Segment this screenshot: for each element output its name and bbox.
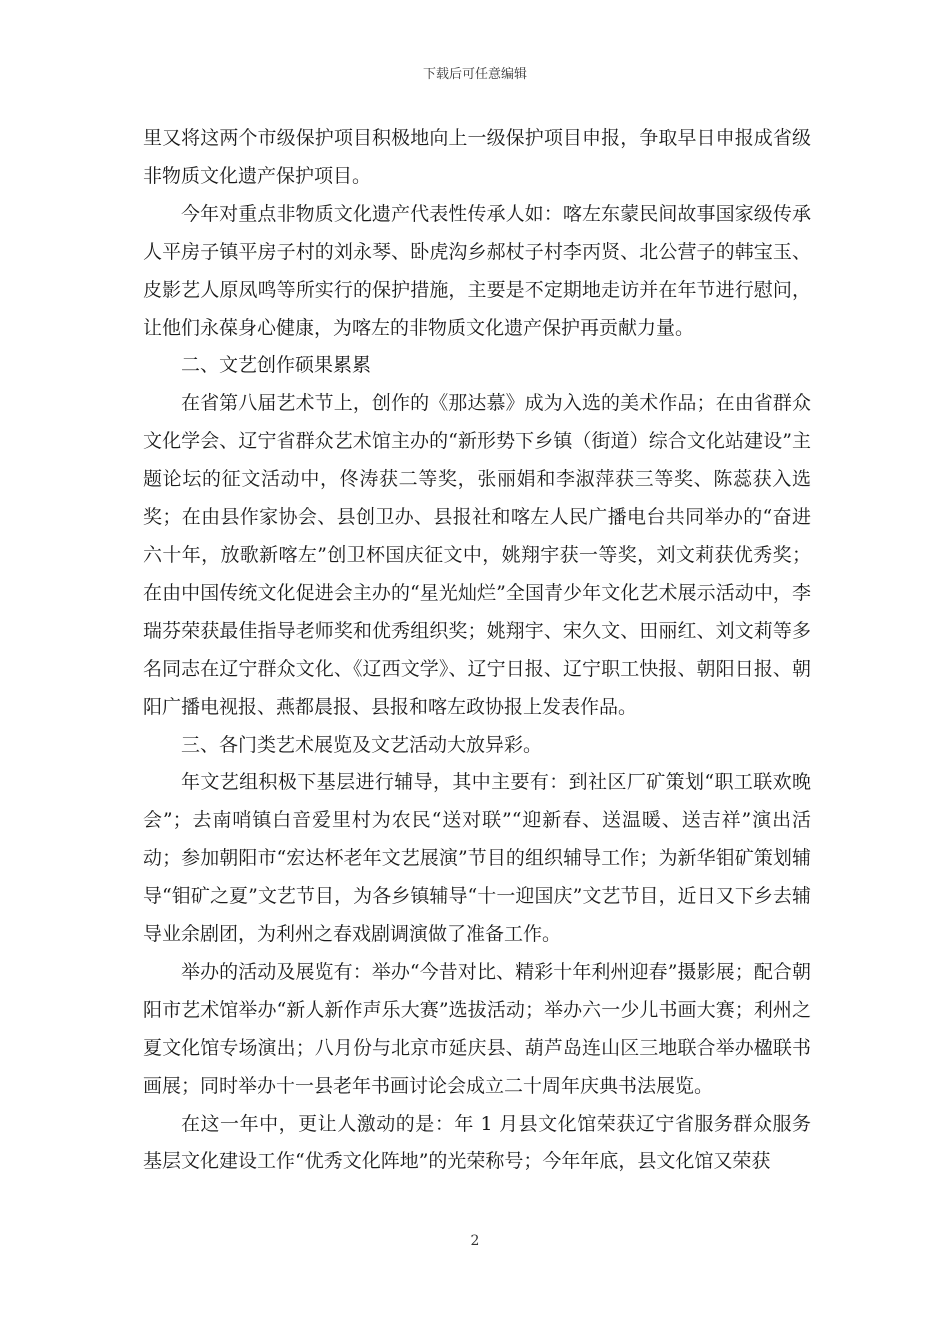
section-heading-creation: 二、文艺创作硕果累累	[181, 354, 372, 377]
paragraph-awards: 在省第八届艺术节上，创作的《那达慕》成为入选的美术作品；在由省群众文化学会、辽宁省群众艺术馆主办的“新形势下乡镇（街道）综合文化站建设”主题论坛的征文活动中，佟涛获二等奖，张丽娟和李淑萍获三等奖、陈蕊获入选奖；在由县作家协会、县创卫办、县报社和喀左人民广播电台共同举办的“奋进六十年，放歌新喀左”创卫杯国庆征文中，姚翔宇获一等奖，刘文莉获优秀奖；在由中国传统文化促进会主办的“星光灿烂”全国青少年文化艺术展示活动中，李瑞芬荣获最佳指导老师奖和优秀组织奖；姚翔宇、宋久文、田丽红、刘文莉等多名同志在辽宁群众文化、《辽西文学》、辽宁日报、辽宁职工快报、朝阳日报、朝阳广播电视报、燕都晨报、县报和喀左政协报上发表作品。	[143, 392, 811, 718]
paragraph-honors: 在这一年中，更让人激动的是：年 1 月县文化馆荣获辽宁省服务群众服务基层文化建设工作“优秀文化阵地”的光荣称号；今年年底，县文化馆又荣获	[143, 1112, 811, 1173]
document-body	[143, 120, 811, 1181]
paragraph-guidance: 年文艺组积极下基层进行辅导，其中主要有：到社区厂矿策划“职工联欢晚会”；去南哨镇白音爱里村为农民“送对联”“迎新春、送温暖、送吉祥”演出活动；参加朝阳市“宏达杯老年文艺展演”节目的组织辅导工作；为新华钼矿策划辅导“钼矿之夏”文艺节目，为各乡镇辅导“十一迎国庆”文艺节目，近日又下乡去辅导业余剧团，为利州之春戏剧调演做了准备工作。	[143, 771, 811, 946]
paragraph-continuation: 里又将这两个市级保护项目积极地向上一级保护项目申报，争取早日申报成省级非物质文化遗产保护项目。	[143, 127, 811, 187]
paragraph-events: 举办的活动及展览有：举办“今昔对比、精彩十年利州迎春”摄影展；配合朝阳市艺术馆举办“新人新作声乐大赛”选拔活动；举办六一少儿书画大赛；利州之夏文化馆专场演出；八月份与北京市延庆县、葫芦岛连山区三地联合举办楹联书画展；同时举办十一县老年书画讨论会成立二十周年庆典书法展览。	[143, 960, 811, 1097]
paragraph-inheritors: 今年对重点非物质文化遗产代表性传承人如：喀左东蒙民间故事国家级传承人平房子镇平房子村的刘永琴、卧虎沟乡郝杖子村李丙贤、北公营子的韩宝玉、皮影艺人原凤鸣等所实行的保护措施，主要是不定期地走访并在年节进行慰问，让他们永葆身心健康，为喀左的非物质文化遗产保护再贡献力量。	[143, 202, 811, 339]
section-heading-exhibitions: 三、各门类艺术展览及文艺活动大放异彩。	[181, 733, 543, 756]
page-number: 2	[470, 1233, 480, 1249]
page-header: 下载后可任意编辑	[422, 67, 527, 82]
